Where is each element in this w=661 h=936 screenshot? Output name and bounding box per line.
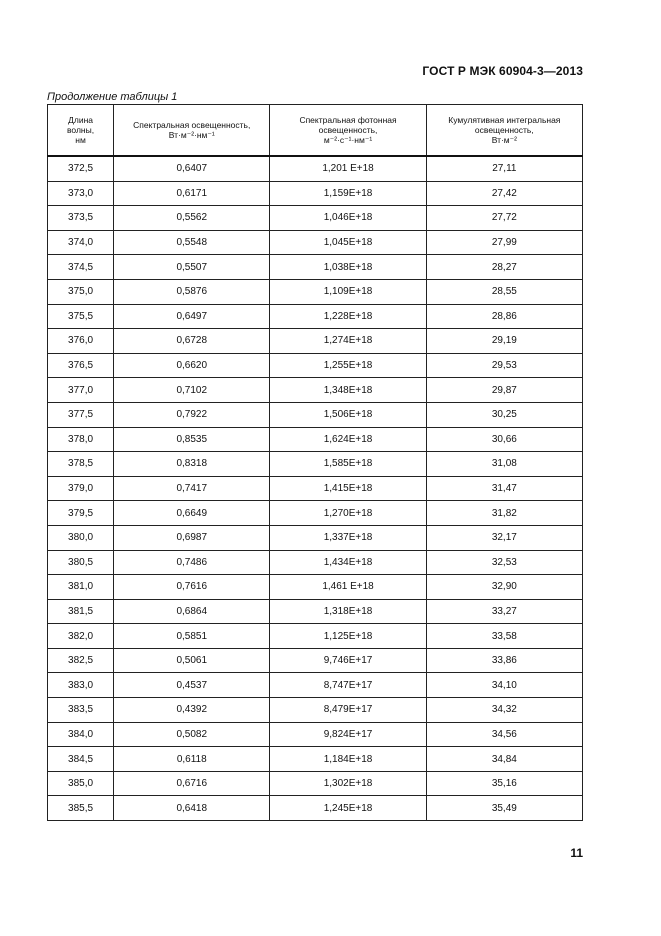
column-header-line: Спектральная фотонная (299, 115, 397, 125)
table-row (48, 575, 583, 600)
table-cell: 0,6620 (114, 353, 270, 378)
table-cell: 1,228E+18 (270, 304, 426, 329)
table-cell: 0,5507 (114, 255, 270, 280)
table-cell: 1,270E+18 (270, 501, 426, 526)
table-row (48, 771, 583, 796)
table-cell: 0,4537 (114, 673, 270, 698)
table-header (48, 105, 583, 157)
table-cell: 0,5548 (114, 230, 270, 255)
table-cell: 29,53 (426, 353, 582, 378)
table-cell: 0,6864 (114, 599, 270, 624)
table-row (48, 206, 583, 231)
table-cell: 0,6987 (114, 525, 270, 550)
table-row (48, 378, 583, 403)
table-row (48, 255, 583, 280)
table-cell: 9,824E+17 (270, 722, 426, 747)
table-row (48, 476, 583, 501)
table-cell: 0,7922 (114, 402, 270, 427)
column-header-line: освещенность, (474, 125, 534, 135)
table-cell: 383,0 (48, 673, 114, 698)
table-row (48, 673, 583, 698)
table-row (48, 525, 583, 550)
table-cell: 32,53 (426, 550, 582, 575)
table-row (48, 452, 583, 477)
table-row (48, 353, 583, 378)
table-cell: 0,6418 (114, 796, 270, 821)
table-cell: 1,337E+18 (270, 525, 426, 550)
table-row (48, 501, 583, 526)
table-cell: 30,66 (426, 427, 582, 452)
table-cell: 1,201 E+18 (270, 156, 426, 181)
table-cell: 0,5851 (114, 624, 270, 649)
table-caption: Продолжение таблицы 1 (47, 91, 178, 103)
table-cell: 380,5 (48, 550, 114, 575)
table-cell: 29,87 (426, 378, 582, 403)
table-cell: 378,0 (48, 427, 114, 452)
table-cell: 31,47 (426, 476, 582, 501)
column-header-line: Длина (68, 115, 93, 125)
table-row (48, 624, 583, 649)
table-cell: 0,6649 (114, 501, 270, 526)
table-row (48, 329, 583, 354)
table-cell: 34,32 (426, 698, 582, 723)
table-cell: 33,27 (426, 599, 582, 624)
table-cell: 375,5 (48, 304, 114, 329)
table-cell: 33,58 (426, 624, 582, 649)
table-cell: 384,5 (48, 747, 114, 772)
table-row (48, 279, 583, 304)
table-cell: 1,348E+18 (270, 378, 426, 403)
table-cell: 27,99 (426, 230, 582, 255)
table-cell: 0,6118 (114, 747, 270, 772)
table-cell: 1,245E+18 (270, 796, 426, 821)
table-cell: 0,6716 (114, 771, 270, 796)
table-cell: 27,72 (426, 206, 582, 231)
table-cell: 381,0 (48, 575, 114, 600)
table-cell: 1,184E+18 (270, 747, 426, 772)
table-row (48, 648, 583, 673)
table-cell: 374,5 (48, 255, 114, 280)
table-cell: 8,747E+17 (270, 673, 426, 698)
table-cell: 29,19 (426, 329, 582, 354)
table-row (48, 550, 583, 575)
table-cell: 1,434E+18 (270, 550, 426, 575)
table-row (48, 402, 583, 427)
column-header (270, 105, 426, 157)
table-row (48, 698, 583, 723)
column-header (48, 105, 114, 157)
table-cell: 0,7102 (114, 378, 270, 403)
table-cell: 1,585E+18 (270, 452, 426, 477)
table-cell: 381,5 (48, 599, 114, 624)
table-cell: 376,5 (48, 353, 114, 378)
table-cell: 1,045E+18 (270, 230, 426, 255)
column-header-line: Спектральная освещенность, (133, 120, 251, 130)
table-cell: 385,0 (48, 771, 114, 796)
table-cell: 0,6407 (114, 156, 270, 181)
table-cell: 34,56 (426, 722, 582, 747)
table-cell: 0,8318 (114, 452, 270, 477)
column-header-line: м⁻²·с⁻¹·нм⁻¹ (323, 135, 373, 145)
table-cell: 0,5082 (114, 722, 270, 747)
table-cell: 1,125E+18 (270, 624, 426, 649)
table-cell: 380,0 (48, 525, 114, 550)
table-cell: 377,0 (48, 378, 114, 403)
table-row (48, 747, 583, 772)
table-cell: 375,0 (48, 279, 114, 304)
table-cell: 0,5562 (114, 206, 270, 231)
table-cell: 1,461 E+18 (270, 575, 426, 600)
table-cell: 382,0 (48, 624, 114, 649)
table-cell: 0,6171 (114, 181, 270, 206)
table-cell: 382,5 (48, 648, 114, 673)
table-cell: 30,25 (426, 402, 582, 427)
table-cell: 33,86 (426, 648, 582, 673)
table-cell: 27,42 (426, 181, 582, 206)
column-header-line: Вт·м⁻² (491, 135, 517, 145)
table-cell: 1,046E+18 (270, 206, 426, 231)
table-cell: 377,5 (48, 402, 114, 427)
table-cell: 0,6728 (114, 329, 270, 354)
table-cell: 374,0 (48, 230, 114, 255)
table-row (48, 796, 583, 821)
table-cell: 1,274E+18 (270, 329, 426, 354)
table-cell: 1,109E+18 (270, 279, 426, 304)
table-cell: 9,746E+17 (270, 648, 426, 673)
column-header-line: Кумулятивная интегральная (448, 115, 561, 125)
table-cell: 1,318E+18 (270, 599, 426, 624)
column-header-line: волны, (67, 125, 95, 135)
table-cell: 373,0 (48, 181, 114, 206)
table-row (48, 181, 583, 206)
table-cell: 379,0 (48, 476, 114, 501)
table-cell: 0,5876 (114, 279, 270, 304)
table-cell: 0,8535 (114, 427, 270, 452)
table-cell: 378,5 (48, 452, 114, 477)
table-cell: 385,5 (48, 796, 114, 821)
table-cell: 384,0 (48, 722, 114, 747)
table-body (48, 156, 583, 821)
table-row (48, 722, 583, 747)
column-header-line: нм (75, 135, 86, 145)
table-cell: 0,4392 (114, 698, 270, 723)
column-header-line: освещенность, (318, 125, 378, 135)
table-cell: 27,11 (426, 156, 582, 181)
table-cell: 35,16 (426, 771, 582, 796)
table-cell: 31,82 (426, 501, 582, 526)
table-row (48, 427, 583, 452)
table-cell: 0,7486 (114, 550, 270, 575)
table-cell: 32,90 (426, 575, 582, 600)
table-cell: 35,49 (426, 796, 582, 821)
column-header-line: Вт·м⁻²·нм⁻¹ (168, 130, 215, 140)
table-cell: 32,17 (426, 525, 582, 550)
table-cell: 28,86 (426, 304, 582, 329)
table-cell: 1,415E+18 (270, 476, 426, 501)
table-cell: 372,5 (48, 156, 114, 181)
table-cell: 1,506E+18 (270, 402, 426, 427)
table-header-row (48, 105, 583, 157)
table-cell: 0,6497 (114, 304, 270, 329)
table-cell: 0,7616 (114, 575, 270, 600)
table-cell: 31,08 (426, 452, 582, 477)
table-cell: 373,5 (48, 206, 114, 231)
column-header (426, 105, 582, 157)
table-cell: 28,55 (426, 279, 582, 304)
table-cell: 383,5 (48, 698, 114, 723)
table-cell: 34,84 (426, 747, 582, 772)
table-cell: 1,038E+18 (270, 255, 426, 280)
table-cell: 1,302E+18 (270, 771, 426, 796)
table-cell: 0,5061 (114, 648, 270, 673)
document-standard-header: ГОСТ Р МЭК 60904-3—2013 (422, 64, 583, 78)
column-header (114, 105, 270, 157)
table-cell: 34,10 (426, 673, 582, 698)
table-cell: 0,7417 (114, 476, 270, 501)
table-cell: 1,255E+18 (270, 353, 426, 378)
table-row (48, 304, 583, 329)
table-row (48, 230, 583, 255)
table-cell: 1,159E+18 (270, 181, 426, 206)
table-cell: 376,0 (48, 329, 114, 354)
table-cell: 28,27 (426, 255, 582, 280)
table-row (48, 599, 583, 624)
table-cell: 1,624E+18 (270, 427, 426, 452)
page-number: 11 (570, 846, 583, 860)
table-row (48, 156, 583, 181)
table-cell: 8,479E+17 (270, 698, 426, 723)
spectral-data-table (47, 104, 583, 821)
table-cell: 379,5 (48, 501, 114, 526)
